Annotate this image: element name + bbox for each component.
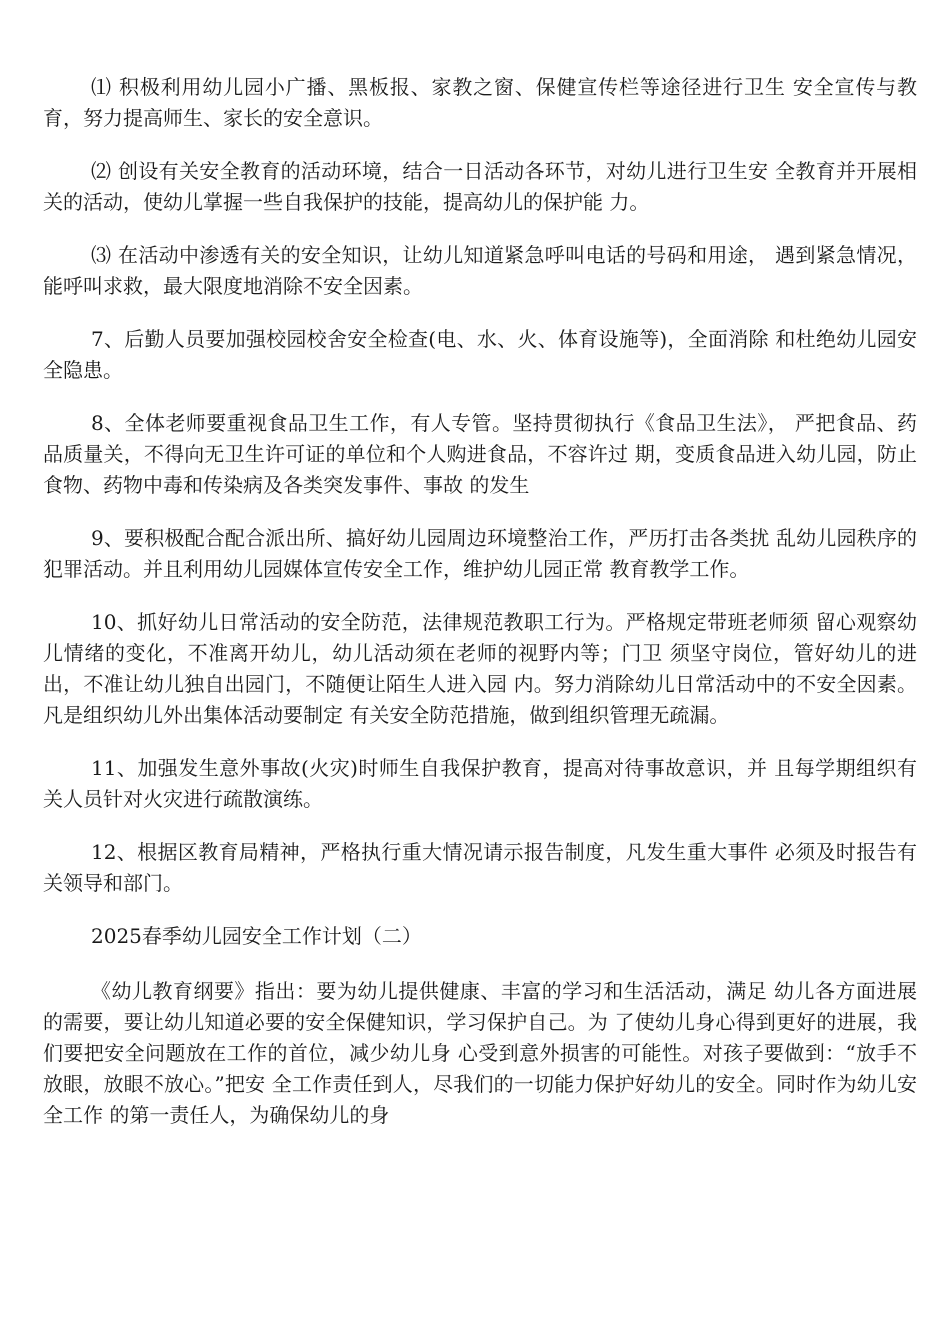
- section-title: 2025春季幼儿园安全工作计划（二）: [91, 924, 422, 948]
- paragraph-item-10: 10、抓好幼儿日常活动的安全防范，法律规范教职工行为。严格规定带班老师须 留心观察幼儿情绪的变化，不准离开幼儿，幼儿活动须在老师的视野内等；门卫 须坚守岗位，管好幼儿的进出，不准让幼儿独自出园门，不随便让陌生人进入园 内。努力消除幼儿日常活动中的不安全因素。凡是组织幼儿外出集体活动要制定 有关安全防范措施，做到组织管理无疏漏。: [43, 610, 917, 727]
- final-paragraph: 《幼儿教育纲要》指出：要为幼儿提供健康、丰富的学习和生活活动，满足 幼儿各方面进展的需要，要让幼儿知道必要的安全保健知识，学习保护自己。为 了使幼儿身心得到更好的进展，我们要把安全问题放在工作的首位，减少幼儿身 心受到意外损害的可能性。对孩子要做到：“放手不放眼，放眼不放心。”把安 全工作责任到人，尽我们的一切能力保护好幼儿的安全。同时作为幼儿安全工作 的第一责任人，为确保幼儿的身: [43, 979, 917, 1127]
- paragraph-1: ⑴ 积极利用幼儿园小广播、黑板报、家教之窗、保健宣传栏等途径进行卫生 安全宣传与教育，努力提高师生、家长的安全意识。: [43, 75, 917, 130]
- paragraph-item-11: 11、加强发生意外事故(火灾)时师生自我保护教育，提高对待事故意识，并 且每学期组织有关人员针对火灾进行疏散演练。: [43, 756, 917, 811]
- paragraph-item-7: 7、后勤人员要加强校园校舍安全检查(电、水、火、体育设施等)，全面消除 和杜绝幼儿园安全隐患。: [43, 327, 917, 382]
- paragraph-item-12: 12、根据区教育局精神，严格执行重大情况请示报告制度，凡发生重大事件 必须及时报告有关领导和部门。: [43, 840, 917, 895]
- paragraph-item-9: 9、要积极配合配合派出所、搞好幼儿园周边环境整治工作，严历打击各类扰 乱幼儿园秩序的犯罪活动。并且利用幼儿园媒体宣传安全工作，维护幼儿园正常 教育教学工作。: [43, 526, 917, 581]
- paragraph-item-8: 8、全体老师要重视食品卫生工作，有人专管。坚持贯彻执行《食品卫生法》， 严把食品、药品质量关，不得向无卫生许可证的单位和个人购进食品，不容许过 期，变质食品进入幼儿园，防止食物、药物中毒和传染病及各类突发事件、事故 的发生: [43, 411, 917, 497]
- paragraph-2: ⑵ 创设有关安全教育的活动环境，结合一日活动各环节，对幼儿进行卫生安 全教育并开展相关的活动，使幼儿掌握一些自我保护的技能，提高幼儿的保护能 力。: [43, 159, 917, 214]
- document-page: [43, 72, 917, 1153]
- paragraph-3: ⑶ 在活动中渗透有关的安全知识，让幼儿知道紧急呼叫电话的号码和用途， 遇到紧急情况，能呼叫求救，最大限度地消除不安全因素。: [43, 243, 917, 298]
